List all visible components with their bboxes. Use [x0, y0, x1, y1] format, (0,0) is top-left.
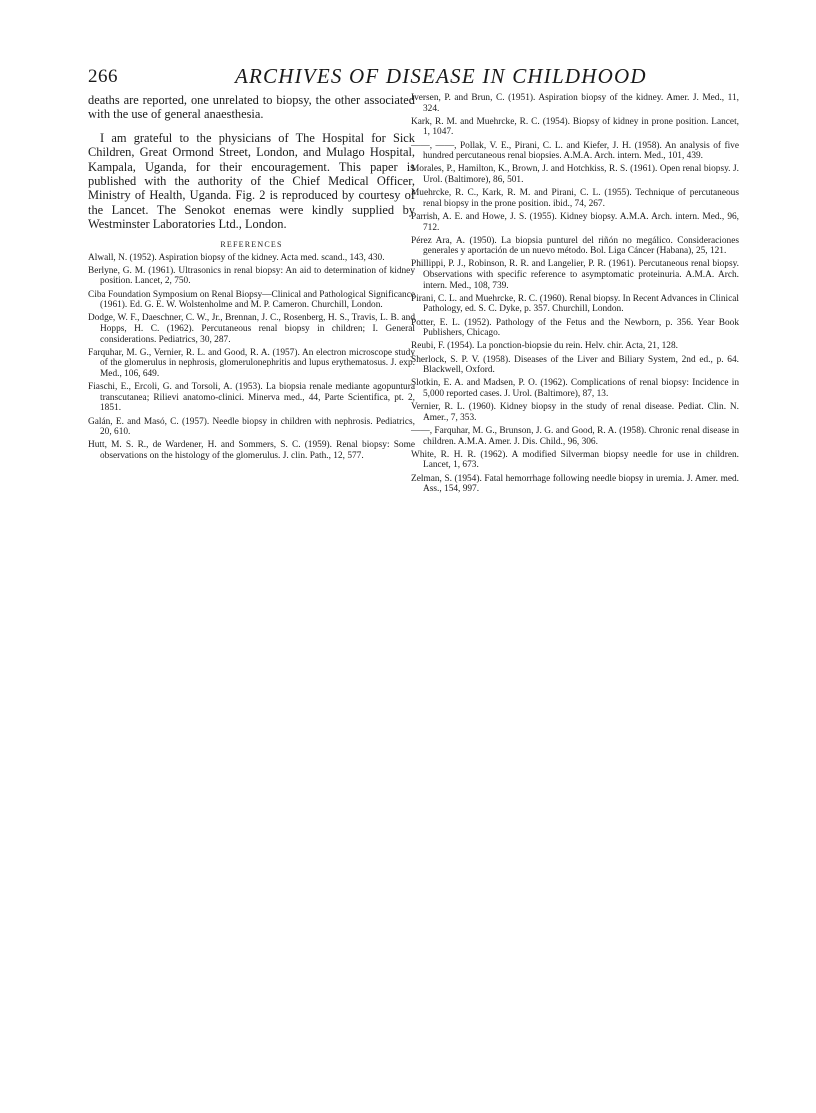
reference-entry: Slotkin, E. A. and Madsen, P. O. (1962). Complications of renal biopsy: Incidence in 5,000 reported cases. J. Urol. (Baltimore), 87, 13.: [411, 378, 739, 399]
reference-entry: Pérez Ara, A. (1950). La biopsia punturel del riñón no megálico. Consideraciones generales y aportación de un nuevo método. Bol. Liga Cáncer (Habana), 25, 121.: [411, 235, 739, 257]
reference-entry: White, R. H. R. (1962). A modified Silverman biopsy needle for use in children. Lancet, 1, 673.: [411, 449, 739, 471]
reference-entry: Hutt, M. S. R., de Wardener, H. and Sommers, S. C. (1959). Renal biopsy: Some observations on the histology of the glomerulus. J. clin. Path., 12, 577.: [88, 440, 415, 461]
journal-title: ARCHIVES OF DISEASE IN CHILDHOOD: [235, 64, 647, 88]
reference-entry: Potter, E. L. (1952). Pathology of the Fetus and the Newborn, p. 356. Year Book Publishers, Chicago.: [411, 317, 739, 339]
references-list-left: [88, 253, 415, 462]
references-list-right: [411, 93, 739, 495]
reference-entry: Muehrcke, R. C., Kark, R. M. and Pirani, C. L. (1955). Technique of percutaneous renal biopsy in the prone position. ibid., 74, 267.: [411, 188, 739, 209]
reference-entry: ——, ——, Pollak, V. E., Pirani, C. L. and Kiefer, J. H. (1958). An analysis of five hundred percutaneous renal biopsies. A.M.A. Arch. intern. Med., 101, 439.: [411, 140, 739, 162]
reference-entry: Reubi, F. (1954). La ponction-biopsie du rein. Helv. chir. Acta, 21, 128.: [411, 341, 678, 352]
acknowledgements-paragraph: I am grateful to the physicians of The Hospital for Sick Children, Great Ormond Street, London, and Mulago Hospital, Kampala, Uganda, for their encouragement. This paper is published with the authority of the Chief Medical Officer, Ministry of Health, Uganda. Fig. 2 is reproduced by courtesy of the Lancet. The Senokot enemas were kindly supplied by Westminster Laboratories Ltd., London.: [88, 130, 415, 232]
reference-entry: Vernier, R. L. (1960). Kidney biopsy in the study of renal disease. Pediat. Clin. N. Amer., 7, 353.: [411, 402, 739, 423]
reference-entry: Zelman, S. (1954). Fatal hemorrhage following needle biopsy in uremia. J. Amer. med. Ass., 154, 997.: [411, 473, 739, 495]
reference-entry: Berlyne, G. M. (1961). Ultrasonics in renal biopsy: An aid to determination of kidney position. Lancet, 2, 750.: [88, 265, 415, 287]
right-column: [411, 93, 739, 497]
reference-entry: Ciba Foundation Symposium on Renal Biopsy—Clinical and Pathological Significance (1961). Ed. G. E. W. Wolstenholme and M. P. Cameron. Churchill, London.: [88, 289, 415, 311]
reference-entry: Morales, P., Hamilton, K., Brown, J. and Hotchkiss, R. S. (1961). Open renal biopsy. J. Urol. (Baltimore), 86, 501.: [411, 164, 739, 185]
reference-entry: Pirani, C. L. and Muehrcke, R. C. (1960). Renal biopsy. In Recent Advances in Clinical Pathology, ed. S. C. Dyke, p. 357. Churchill, London.: [411, 293, 739, 315]
page-header: [88, 62, 738, 92]
reference-entry: Fiaschi, E., Ercoli, G. and Torsoli, A. (1953). La biopsia renale mediante agopuntura transcutanea; Rilievi anatomo-clinici. Minerva med., 44, Parte Scientifica, pt. 2, 1851.: [88, 382, 415, 414]
page-number: 266: [88, 66, 118, 87]
references-heading: REFERENCES: [220, 239, 283, 249]
reference-entry: Farquhar, M. G., Vernier, R. L. and Good, R. A. (1957). An electron microscope study of the glomerulus in nephrosis, glomerulonephritis and lupus erythematosus. J. exp. Med., 106, 649.: [88, 347, 415, 379]
reference-entry: Phillippi, P. J., Robinson, R. R. and Langelier, P. R. (1961). Percutaneous renal biopsy. Observations with specific reference to asymptomatic proteinuria. A.M.A. Arch. intern. Med., 108, 739.: [411, 259, 739, 291]
reference-entry: Parrish, A. E. and Howe, J. S. (1955). Kidney biopsy. A.M.A. Arch. intern. Med., 96, 712.: [411, 211, 739, 233]
reference-entry: Dodge, W. F., Daeschner, C. W., Jr., Brennan, J. C., Rosenberg, H. S., Travis, L. B. and Hopps, H. C. (1962). Percutaneous renal biopsy in children; I. General considerations. Pediatrics, 30, 287.: [88, 313, 415, 345]
body-paragraph: deaths are reported, one unrelated to biopsy, the other associated with the use of general anaesthesia.: [88, 93, 415, 122]
reference-entry: Iversen, P. and Brun, C. (1951). Aspiration biopsy of the kidney. Amer. J. Med., 11, 324.: [411, 93, 739, 114]
reference-entry: Sherlock, S. P. V. (1958). Diseases of the Liver and Biliary System, 2nd ed., p. 64. Blackwell, Oxford.: [411, 354, 739, 376]
reference-entry: Kark, R. M. and Muehrcke, R. C. (1954). Biopsy of kidney in prone position. Lancet, 1, 1047.: [411, 116, 739, 138]
reference-entry: ——, Farquhar, M. G., Brunson, J. G. and Good, R. A. (1958). Chronic renal disease in children. A.M.A. Amer. J. Dis. Child., 96, 306.: [411, 425, 739, 447]
reference-entry: Alwall, N. (1952). Aspiration biopsy of the kidney. Acta med. scand., 143, 430.: [88, 252, 385, 263]
left-column: [88, 93, 415, 464]
reference-entry: Galán, E. and Masó, C. (1957). Needle biopsy in children with nephrosis. Pediatrics, 20, 610.: [88, 416, 415, 438]
